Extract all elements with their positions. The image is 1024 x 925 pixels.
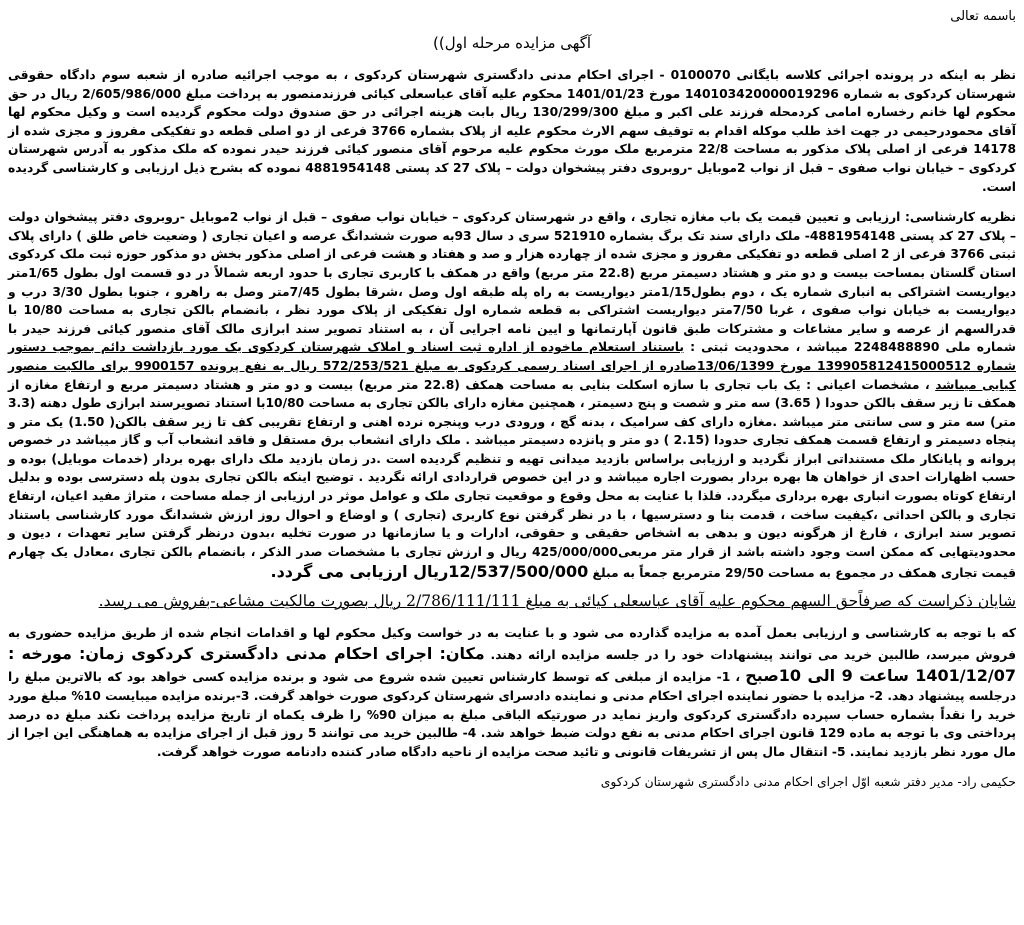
auction-place-time: مکان: اجرای احکام مدنی دادگستری کردکوی زمان: مورخه : 1401/12/07 ساعت 9 الی 10صبح <box>8 644 1016 686</box>
notice-title: آگهی مزایده مرحله اول)) <box>432 34 592 52</box>
expert-opinion-details: ، مشخصات اعیانی : یک باب تجاری با سازه اسکلت بنایی به مساحت همکف (22.8 متر مربع) بیست و دو متر و هشتاد دسیمتر مربع و ارتفاع مغازه از همکف تا زیر سقف بالکن حدودا ( 3.65) سه متر و شصت و پنج دسیمتر ، همچنین مغازه دارای بالکن تجاری به مساحت 10/80با استناد تصویرسند ابرازی طول دهنه (3.3 متر) سه متر و سی سانتی متر میباشد .مغازه دارای کف سرامیک ، بدنه گچ ، ورودی درب وپنجره نرده اهنی و ارتفاع تقریبی کف تا زیر سقف بالکن( 1.50) یک متر و پنجاه دسیمتر و ارتفاع قسمت همکف تجاری حدودا (2.15 ) دو متر و پانزده دسیمتر میباشد . ملک دارای انشعاب برق مستقل و فاقد انشعاب آب و گاز میباشد در خصوص پروانه و پایانکار ملک مستنداتی ابراز نگردید و ارزیابی براساس بازدید میدانی تهیه و تنظیم گردیده است .در زمان بازدید ملک دارای بهره بردار (خدمات موبایل) بوده و حسب اظهارات احدی از خواهان ها بهره بردار بصورت اجاره میباشد و در این خصوص قراردادی ارائه نگردید . توضیح اینکه بالکن تجاری بدون پله دسترسی بوده و بدلیل ارتفاع کوتاه بصورت انباری بهره برداری میگردد. فلذا با عنایت به محل وقوع و موقعیت تجاری ملک و عوامل موثر در ارزیابی از جمله مساحت ، متراژ مفید اعیان، ارتفاع تجاری و بالکن احداثی ،کیفیت ساخت ، قدمت بنا و دسترسیها ، با در نظر گرفتن نوع کاربری (تجاری ) و اوضاع و احوال روز ارزش ششدانگ مورد کارشناسی باستناد تصویر سند ابرازی ، فارغ از هرگونه دیون و بدهی به اشخاص حقیقی و حقوقی، ادارات و یا سازمانها در صورت تخلیه ،بدون درنظر گرفتن سایر تعهدات ، دیون و محدودیتهایی که ممکن است وجود داشته باشد از قرار متر مربعی425/000/000 ریال و ارزش تجاری با مشخصات صدر الذکر ، بانضمام بالکن تجاری ،معادل یک چهارم قیمت تجاری همکف در مجموع به مساحت 29/50 مترمربع جمعاً به مبلغ <box>8 377 1017 581</box>
signature-line: حکیمی راد- مدیر دفتر شعبه اوّل اجرای احکام مدنی دادگستری شهرستان کردکوی <box>600 775 1016 790</box>
auction-terms-paragraph <box>8 624 1016 761</box>
intro-paragraph: نظر به اینکه در پرونده اجرائی کلاسه بایگانی 0100070 - اجرای احکام مدنی دادگستری شهرستان کردکوی ، به موجب اجرائیه صادره از شعبه سوم دادگاه حقوقی شهرستان کردکوی به شماره 140103420000019296 مورخ 1401/01/23 محکوم علیه آقای عباسعلی کیائی فرزندمنصور به پرداخت مبلغ 2/605/986/000 ریال در حق محکوم لها خانم رخساره امامی کردمحله فرزند علی اکبر و مبلغ 130/299/300 ریال بابت هزینه اجرائی در حق صندوق دولت محکوم گردیده است و وکیل محکوم لها آقای محمودرحیمی در جهت اخذ طلب موکله اقدام به توقیف سهم الارث محکوم علیه از پلاک بشماره 3766 فرعی از دو اصلی قطعه دو تفکیکی مفروز و مجزی شده از 14178 فرعی از اصلی پلاک مذکور به مساحت 22/8 مترمربع ملک مورث محکوم علیه مرحوم آقای منصور کیائی فرزند حیدر نموده که ملک مذکور به آدرس شهرستان کردکوی – خیابان نواب صفوی – قبل از نواب 2موبایل -روبروی دفتر پیشخوان دولت – پلاک 27 کد پستی 4881954148 نموده که بشرح ذیل ارزیابی و کارشناسی گردیده است. <box>8 68 1017 194</box>
auction-terms-intro: که با توجه به کارشناسی و ارزیابی بعمل آمده به مزایده گذارده می شود و با عنایت به در خواست وکیل محکوم لها و اقدامات انجام شده از طریق مزایده حضوری به فروش میرسد، طالبین خرید می توانند پیشنهادات خود را در جلسه مزایده ارائه دهند. <box>8 626 1016 663</box>
share-notice: شایان ذکراست که صرفاًحق السهم محکوم علیه آقای عباسعلی کیائی به مبلغ 2/786/111/111 ریال بصورت مالکیت مشاعی-بفروش می رسد. <box>98 592 1016 611</box>
expert-opinion-text: نظریه کارشناسی: ارزیابی و تعیین قیمت یک باب مغازه تجاری ، واقع در شهرستان کردکوی – خیابان نواب صفوی – قبل از نواب 2موبایل -روبروی دفتر پیشخوان دولت – پلاک 27 کد پستی 4881954148- ملک دارای سند تک برگ بشماره 521910 سری د سال 93به صورت ششدانگ عرصه و اعیان تجاری ( وضعیت خاص طلق ) دارای پلاک ثبتی 3766 فرعی از 2 اصلی قطعه دو تفکیکی مفروز و مجزی شده از چهارده هزار و صد و هفتاد و هشت فرعی از اصلی مذکور بخش دو مذکور حوزه ثبت ملک کردکوی استان گلستان بمساحت بیست و دو متر و هشتاد دسیمتر مربع (22.8 متر مربع) واقع در همکف با کاربری تجاری با حدود اربعه شمالاً در دو قسمت اول بطول 1/65متر دیواریست اشتراکی به انباری شماره یک ، دوم بطول1/15متر دیواریست به راه پله طبقه اول وصل ،شرقا بطول 7/45متر وصل به راهرو ، جنوبا بطول 3/30 درب و دیواریست به خیابان نواب صفوی ، غربا 7/50متر دیواریست اشتراکی به قطعه شماره اول تفکیکی از پلاک مورد نظر ، بانضمام بالکن تجاری به مساحت 10/80 با قدرالسهم از عرصه و سایر مشاعات و مشترکات طبق قانون آپارتمانها و ایین نامه اجرایی آن ، به استناد تصویر سند ابرازی مالک آقای منصور کیائی فرزند حیدر با شماره ملی 2248488890 میباشد ، محدودیت ثبتی : <box>8 210 1016 355</box>
salutation: باسمه تعالی <box>950 9 1016 24</box>
expert-opinion-paragraph <box>8 208 1016 583</box>
total-valuation: 12/537/500/000ریال ارزیابی می گردد. <box>270 562 589 582</box>
auction-terms-conditions: ، 1- مزایده از مبلغی که توسط کارشناس تعیین شده شروع می شود و برنده مزایده کسی خواهد بود که بالاترین مبلغ را درجلسه پیشنهاد دهد. 2- مزایده با حضور نماینده اجرای احکام مدنی و نماینده دادسرای شهرستان کردکوی صورت خواهد گرفت. 3-برنده مزایده میبایست 10% مبلغ مورد خرید را نقداً بشماره حساب سپرده دادگستری کردکوی واریز نماید در صورتیکه الباقی مبلغ به میزان 90% را ظرف یکماه از تاریخ مزایده پرداخت نکند مبلغ ده درصد پرداختی وی با توجه به ماده 129 قانون اجرای احکام مدنی به نفع دولت ضبط خواهد شد. 4- طالبین خرید می توانند 5 روز قبل از اجرای مزایده به هماهنگی این اجرا از مال مورد نظر بازدید نمایند. 5- انتقال مال پس از تشریفات قانونی و تائید صحت مزایده از ناحیه دادگاه صادر کننده دادنامه صورت خواهد گرفت. <box>8 670 1016 759</box>
registration-restriction: باستناد استعلام ماخوده از اداره ثبت اسناد و املاک شهرستان کردکوی یک مورد بازداشت دائم بموجب دستور شماره 139905812415000512 مورخ 13/06/1399صادره از اجرای اسناد رسمی کردکوی به مبلغ 572/253/521 ریال به نفع پرونده 9900157 برای مالکیت منصور کیایی میباشد <box>8 340 1017 392</box>
